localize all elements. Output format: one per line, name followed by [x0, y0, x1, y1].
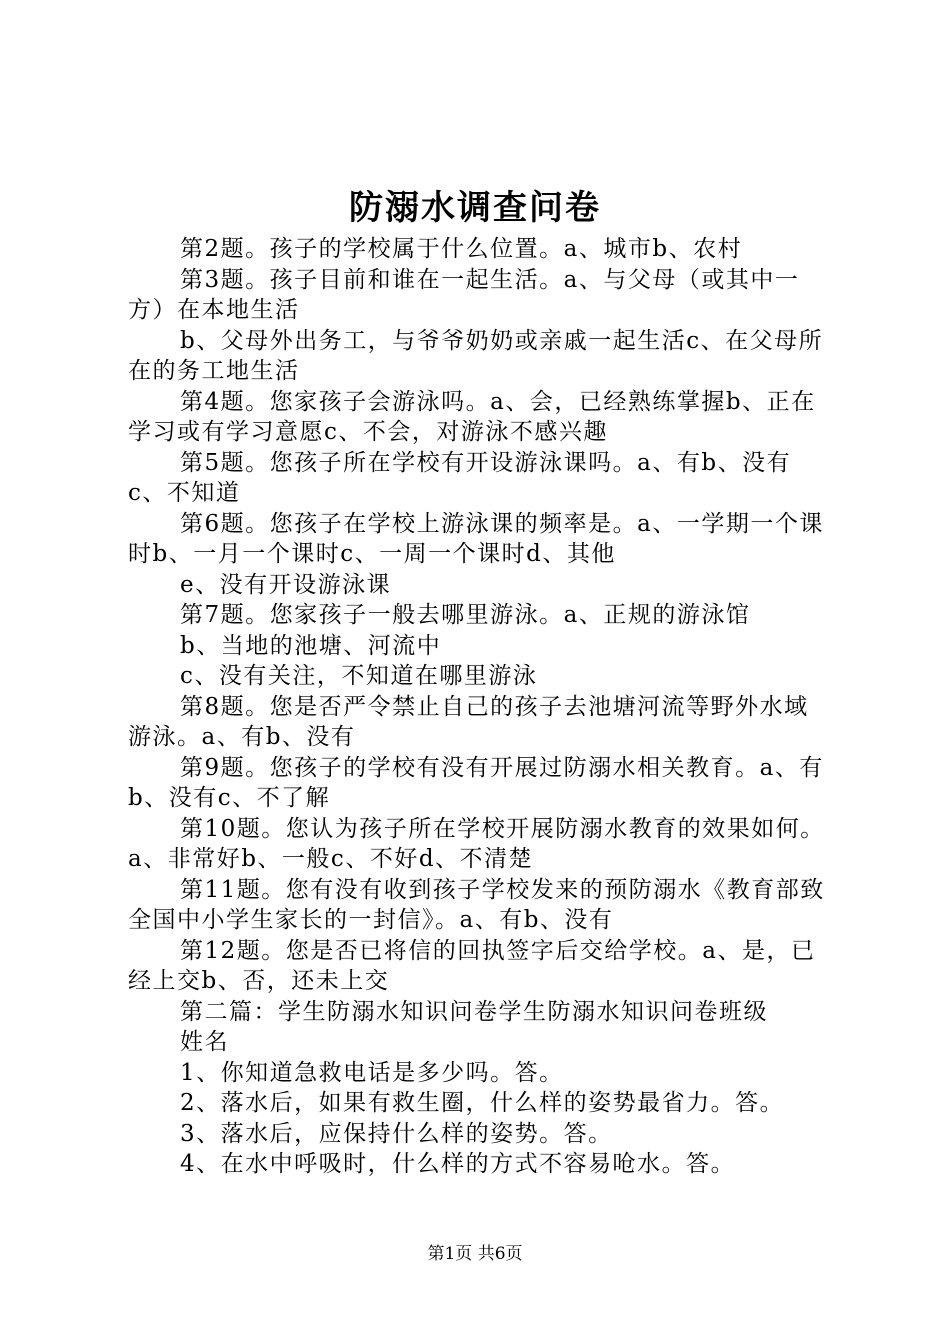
question-7: 第7题。您家孩子一般去哪里游泳。a、正规的游泳馆 — [180, 602, 751, 628]
question-6: 第6题。您孩子在学校上游泳课的频率是。a、一学期一个课时b、一月一个课时c、一周一个课时d、其他 — [128, 510, 824, 567]
question-10: 第10题。您认为孩子所在学校开展防溺水教育的效果如何。a、非常好b、一般c、不好d、不清楚 — [128, 815, 825, 872]
section-2-heading: 第二篇：学生防溺水知识问卷学生防溺水知识问卷班级 — [180, 998, 768, 1025]
knowledge-question-2: 2、落水后，如果有救生圈，什么样的姿势最省力。答。 — [180, 1090, 785, 1116]
knowledge-question-1: 1、你知道急救电话是多少吗。答。 — [180, 1059, 564, 1086]
document-title: 防溺水调查问卷 — [349, 188, 601, 228]
question-12: 第12题。您是否已将信的回执签字后交给学校。a、是，已经上交b、否，还未上交 — [128, 937, 816, 994]
question-4: 第4题。您家孩子会游泳吗。a、会，已经熟练掌握b、正在学习或有学习意愿c、不会，对游泳不感兴趣 — [128, 388, 816, 445]
page-number-footer: 第1页 共6页 — [427, 1244, 523, 1264]
question-7-option-c: c、没有关注，不知道在哪里游泳 — [180, 663, 538, 689]
question-3: 第3题。孩子目前和谁在一起生活。a、与父母（或其中一方）在本地生活 — [128, 266, 800, 323]
knowledge-question-3: 3、落水后，应保持什么样的姿势。答。 — [180, 1120, 613, 1147]
question-9: 第9题。您孩子的学校有没有开展过防溺水相关教育。a、有b、没有c、不了解 — [128, 754, 824, 811]
question-5: 第5题。您孩子所在学校有开设游泳课吗。a、有b、没有c、不知道 — [128, 449, 792, 506]
question-6-option-e: e、没有开设游泳课 — [180, 571, 392, 598]
question-3-option-bc: b、父母外出务工，与爷爷奶奶或亲戚一起生活c、在父母所在的务工地生活 — [128, 327, 824, 384]
question-2: 第2题。孩子的学校属于什么位置。a、城市b、农村 — [180, 236, 743, 262]
question-7-option-b: b、当地的池塘、河流中 — [180, 632, 442, 659]
question-11: 第11题。您有没有收到孩子学校发来的预防溺水《教育部致全国中小学生家长的一封信》。a、有b、没有 — [128, 876, 825, 933]
document-body — [128, 234, 828, 1180]
name-field-label: 姓名 — [180, 1029, 229, 1055]
knowledge-question-4: 4、在水中呼吸时，什么样的方式不容易呛水。答。 — [180, 1151, 736, 1177]
question-8: 第8题。您是否严令禁止自己的孩子去池塘河流等野外水域游泳。a、有b、没有 — [128, 693, 809, 750]
